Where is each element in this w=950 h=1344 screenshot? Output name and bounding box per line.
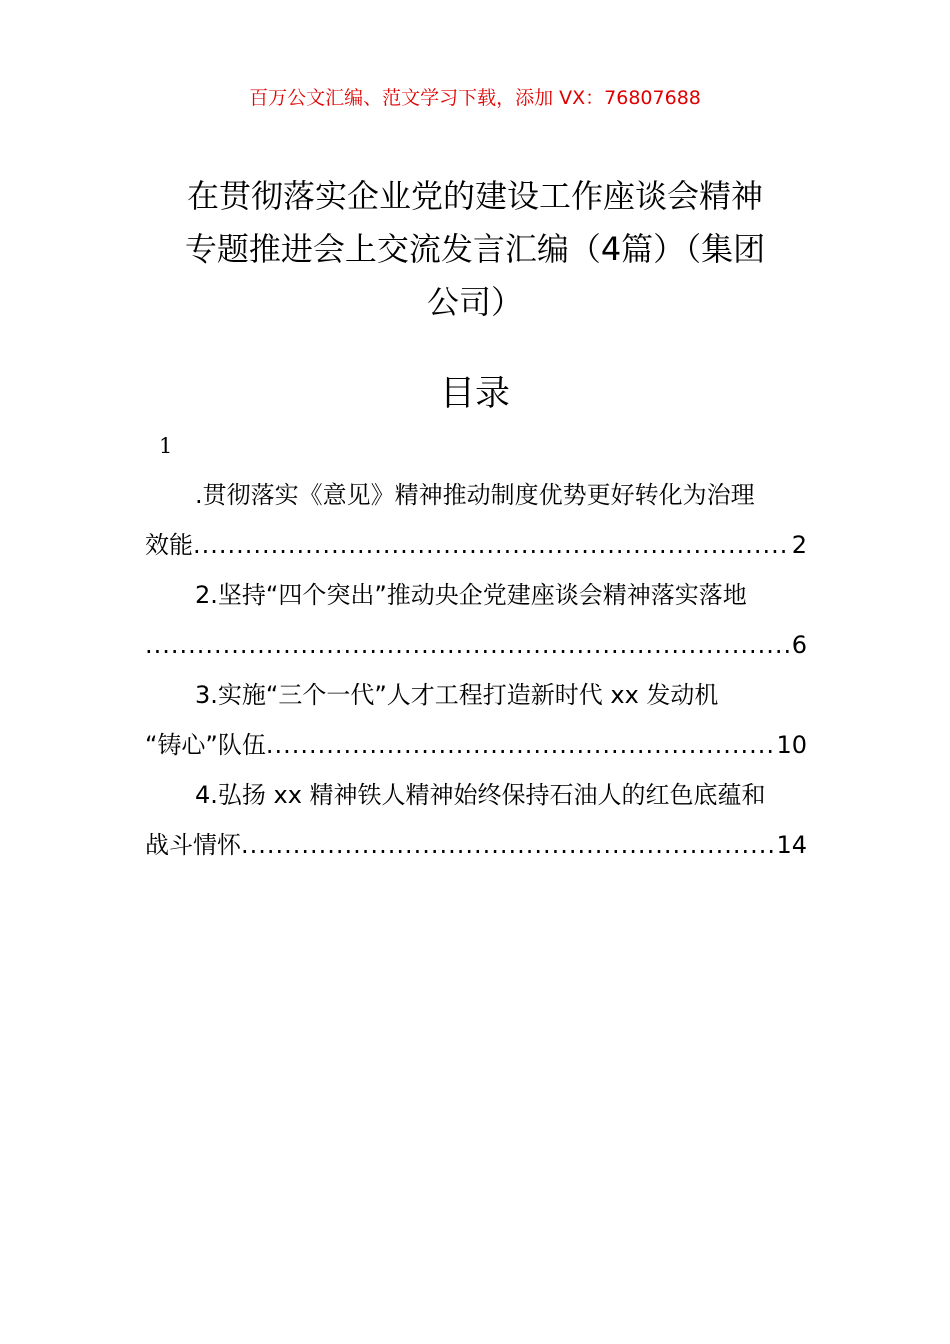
toc-page-number: 2 (791, 531, 807, 559)
dot-leader (266, 720, 775, 770)
toc-entry-title-continued: 战斗情怀 (145, 831, 241, 859)
toc-entry-title: 3.实施“三个一代”人才工程打造新时代 xx 发动机 (195, 681, 719, 709)
toc-entry-continuation (145, 620, 807, 670)
toc-entry-2[interactable] (145, 570, 807, 670)
toc-entry-title: 2.坚持“四个突出”推动央企党建座谈会精神落实落地 (195, 581, 747, 609)
toc-entry-continuation (145, 820, 807, 870)
toc-entry-3[interactable] (145, 670, 807, 770)
dot-leader (145, 620, 790, 670)
toc-entry-1[interactable] (145, 470, 807, 570)
toc-entry-4[interactable] (145, 770, 807, 870)
title-line-3: 公司） (426, 283, 523, 321)
dot-leader (241, 820, 774, 870)
title-line-1: 在贯彻落实企业党的建设工作座谈会精神 (186, 177, 763, 215)
toc-heading: 目录 (439, 374, 510, 414)
toc-page-number: 6 (791, 631, 807, 659)
toc-entry-continuation (145, 720, 807, 770)
toc-entry-title: .贯彻落实《意见》精神推动制度优势更好转化为治理 (195, 481, 755, 509)
toc-entry-continuation (145, 520, 807, 570)
table-of-contents (145, 470, 807, 870)
stray-list-number: 1 (159, 434, 173, 458)
toc-entry-title: 4.弘扬 xx 精神铁人精神始终保持石油人的红色底蕴和 (195, 781, 766, 809)
header-note: 百万公文汇编、范文学习下载，添加 VX：76807688 (249, 87, 701, 109)
toc-page-number: 14 (776, 831, 807, 859)
document-title (130, 170, 820, 329)
title-line-2: 专题推进会上交流发言汇编（4篇）（集团 (184, 230, 766, 268)
toc-entry-title-continued: “铸心”队伍 (145, 731, 266, 759)
toc-entry-title-continued: 效能 (145, 531, 193, 559)
dot-leader (193, 520, 790, 570)
toc-page-number: 10 (776, 731, 807, 759)
